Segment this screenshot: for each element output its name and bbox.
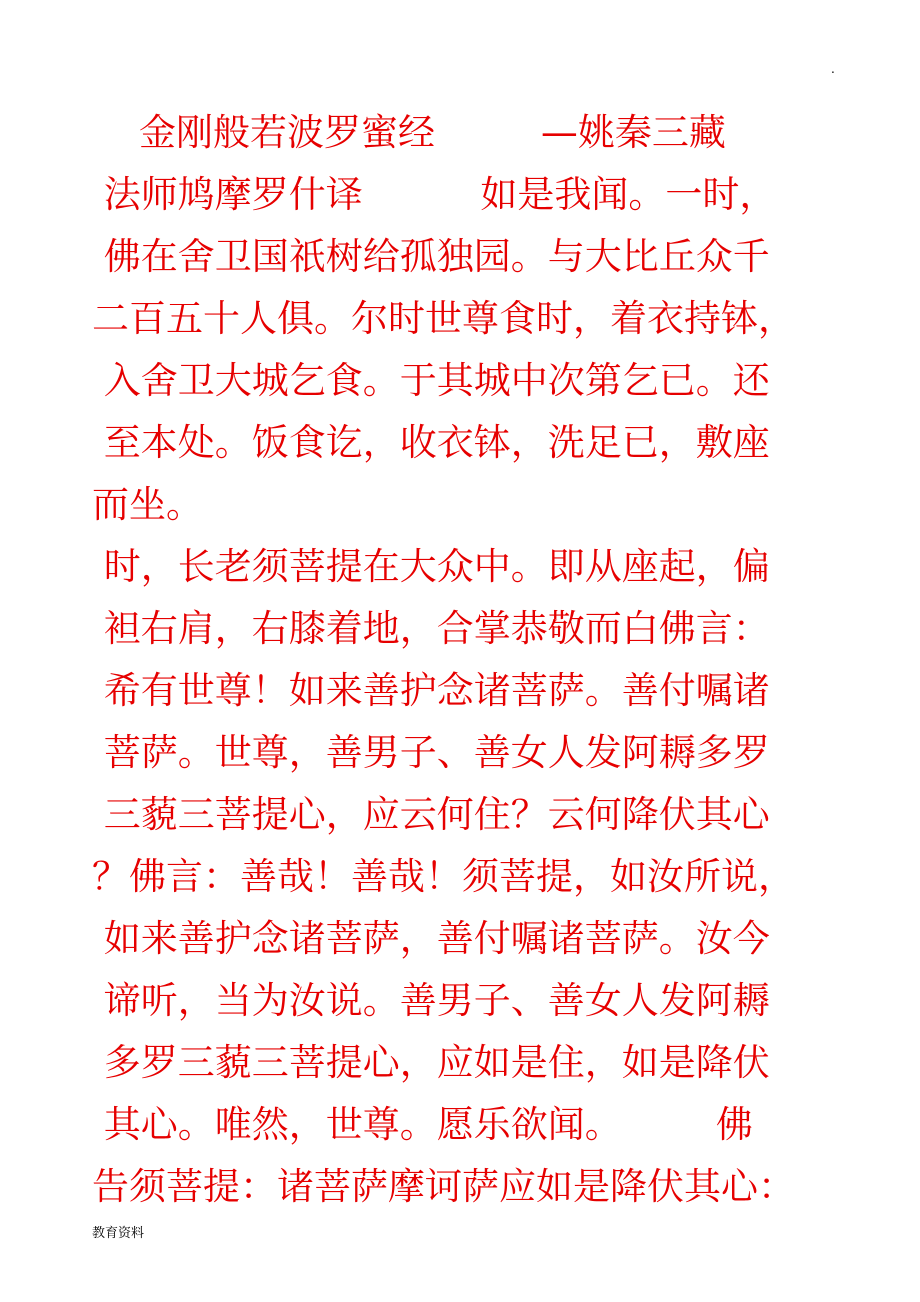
text-line-3: 佛在舍卫国祇树给孤独园。与大比丘众千	[92, 235, 770, 278]
text-line-18: 告须菩提：诸菩萨摩诃萨应如是降伏其心：	[92, 1165, 795, 1208]
footer-label: 教育资料	[92, 1226, 145, 1241]
text-line-8: 时，长老须菩提在大众中。即从座起，偏	[92, 545, 770, 588]
text-line-12: 三藐三菩提心，应云何住？云何降伏其心	[92, 793, 770, 836]
text-line-1: 金刚般若波罗蜜经 —姚秦三藏	[92, 111, 726, 154]
text-line-13: ？佛言：善哉！善哉！须菩提，如汝所说，	[92, 855, 795, 898]
text-line-11: 菩萨。世尊，善男子、善女人发阿耨多罗	[92, 731, 770, 774]
text-line-9: 袒右肩，右膝着地，合掌恭敬而白佛言：	[92, 607, 770, 650]
text-line-2: 法师鸠摩罗什译 如是我闻。一时，	[92, 173, 777, 216]
text-line-14: 如来善护念诸菩萨，善付嘱诸菩萨。汝今	[92, 917, 770, 960]
text-line-16: 多罗三藐三菩提心，应如是住，如是降伏	[92, 1041, 770, 1084]
text-line-15: 谛听，当为汝说。善男子、善女人发阿耨	[92, 979, 770, 1022]
text-line-7: 而坐。	[92, 483, 203, 526]
text-line-4: 二百五十人俱。尔时世尊食时，着衣持钵，	[92, 297, 795, 340]
text-line-10: 希有世尊！如来善护念诸菩萨。善付嘱诸	[92, 669, 770, 712]
sutra-text-body	[92, 102, 832, 1218]
text-line-6: 至本处。饭食讫，收衣钵，洗足已，敷座	[92, 421, 770, 464]
text-line-5: 入舍卫大城乞食。于其城中次第乞已。还	[92, 359, 770, 402]
text-line-17: 其心。唯然，世尊。愿乐欲闻。 佛	[92, 1103, 753, 1146]
corner-mark: .	[831, 62, 835, 76]
